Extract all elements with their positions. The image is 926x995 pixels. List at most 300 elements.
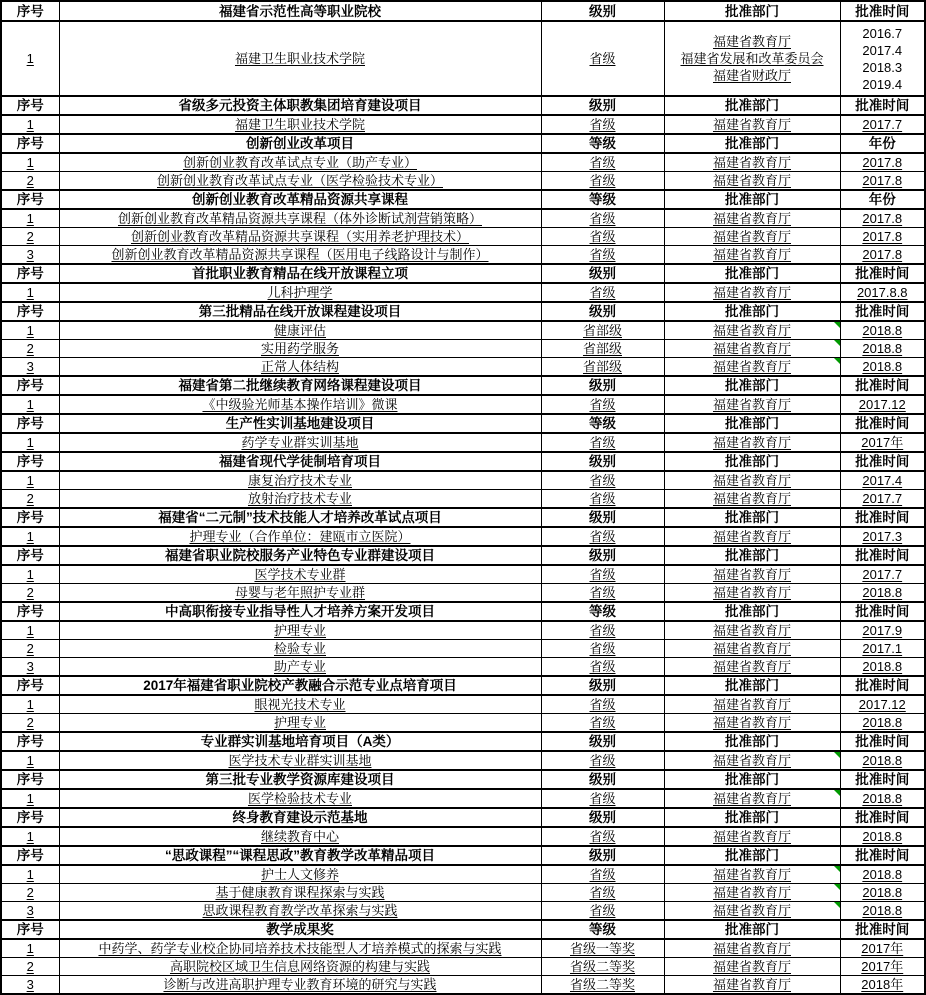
- section-header-row: [1, 452, 925, 471]
- section-header-row: [1, 770, 925, 789]
- serial-text: 1: [26, 529, 34, 544]
- level-text: 省级: [589, 247, 616, 262]
- table-row: [1, 751, 925, 770]
- serial-text: 1: [26, 753, 34, 768]
- serial-cell: [1, 490, 59, 509]
- name-cell: [59, 321, 541, 340]
- serial-cell: [1, 827, 59, 846]
- dept-cell: [664, 246, 840, 265]
- level-header-cell: 级别: [541, 96, 664, 115]
- serial-header-cell: 序号: [1, 676, 59, 695]
- level-header-cell: 级别: [541, 846, 664, 865]
- serial-text: 1: [26, 117, 34, 132]
- serial-cell: [1, 153, 59, 172]
- serial-header-cell: 序号: [1, 302, 59, 321]
- name-cell: [59, 340, 541, 358]
- name-text: 实用药学服务: [260, 341, 339, 356]
- dept-cell: [664, 640, 840, 658]
- level-text: 省级二等奖: [569, 959, 635, 974]
- table-row: [1, 902, 925, 921]
- level-text: 省级: [589, 867, 616, 882]
- dept-cell: [664, 490, 840, 509]
- time-header-cell: 年份: [840, 190, 925, 209]
- level-text: 省级: [589, 697, 616, 712]
- serial-text: 2: [26, 641, 34, 656]
- time-cell: [840, 902, 925, 921]
- serial-header-cell: 序号: [1, 134, 59, 153]
- dept-text: 福建省教育厅: [712, 867, 791, 882]
- name-cell: [59, 21, 541, 96]
- serial-cell: [1, 884, 59, 902]
- time-text: 2017.4: [862, 473, 903, 488]
- serial-cell: [1, 527, 59, 546]
- level-cell: [541, 621, 664, 640]
- name-text: 《中级验光师基本操作培训》微课: [202, 397, 398, 412]
- dept-cell: [664, 21, 840, 96]
- section-header-row: [1, 96, 925, 115]
- level-cell: [541, 209, 664, 228]
- time-text: 2017.7: [862, 117, 903, 132]
- time-cell: [840, 884, 925, 902]
- dept-text: 福建省教育厅: [712, 34, 791, 49]
- time-cell: [840, 640, 925, 658]
- name-cell: [59, 865, 541, 884]
- name-text: 检验专业: [273, 641, 326, 656]
- dept-text: 福建省教育厅: [712, 977, 791, 992]
- serial-text: 3: [26, 659, 34, 674]
- level-text: 省级: [589, 567, 616, 582]
- dept-text: 福建省财政厅: [712, 68, 791, 83]
- name-text: 基于健康教育课程探索与实践: [215, 885, 385, 900]
- level-text: 省级: [589, 885, 616, 900]
- level-text: 省级: [589, 529, 616, 544]
- name-text: 创新创业教育改革精品资源共享课程（实用养老护理技术）: [130, 229, 469, 244]
- level-text: 省级: [589, 155, 616, 170]
- dept-cell: [664, 976, 840, 995]
- level-text: 省级: [589, 753, 616, 768]
- serial-text: 1: [26, 285, 34, 300]
- name-cell: [59, 902, 541, 921]
- dept-header-cell: 批准部门: [664, 770, 840, 789]
- table-row: [1, 321, 925, 340]
- section-header-row: [1, 808, 925, 827]
- serial-text: 1: [26, 791, 34, 806]
- serial-cell: [1, 640, 59, 658]
- section-header-row: [1, 920, 925, 939]
- level-text: 省级: [589, 623, 616, 638]
- dept-text: 福建省教育厅: [712, 959, 791, 974]
- name-cell: [59, 621, 541, 640]
- section-title-cell: 教学成果奖: [59, 920, 541, 939]
- serial-text: 3: [26, 977, 34, 992]
- section-header-row: [1, 732, 925, 751]
- serial-cell: [1, 695, 59, 714]
- table-row: [1, 153, 925, 172]
- serial-cell: [1, 789, 59, 808]
- name-cell: [59, 658, 541, 677]
- dept-text: 福建省教育厅: [712, 641, 791, 656]
- section-title-cell: “思政课程”“课程思政”教育教学改革精品项目: [59, 846, 541, 865]
- level-text: 省级: [589, 211, 616, 226]
- name-text: 创新创业教育改革试点专业（助产专业）: [182, 155, 417, 170]
- serial-header-cell: 序号: [1, 920, 59, 939]
- time-text: 2017年: [861, 959, 904, 974]
- level-cell: [541, 395, 664, 414]
- dept-text: 福建省教育厅: [712, 829, 791, 844]
- serial-cell: [1, 321, 59, 340]
- serial-text: 1: [26, 435, 34, 450]
- section-title-cell: 省级多元投资主体职教集团培育建设项目: [59, 96, 541, 115]
- name-text: 儿科护理学: [267, 285, 333, 300]
- dept-text: 福建省教育厅: [712, 285, 791, 300]
- level-text: 省级: [589, 173, 616, 188]
- name-text: 高职院校区域卫生信息网络资源的构建与实践: [169, 959, 430, 974]
- dept-header-cell: 批准部门: [664, 676, 840, 695]
- section-title-cell: 福建省第二批继续教育网络课程建设项目: [59, 376, 541, 395]
- section-header-row: [1, 602, 925, 621]
- section-header-row: [1, 546, 925, 565]
- green-flag-icon: [834, 322, 840, 328]
- level-header-cell: 级别: [541, 264, 664, 283]
- name-text: 健康评估: [273, 323, 326, 338]
- time-header-cell: 批准时间: [840, 302, 925, 321]
- name-cell: [59, 695, 541, 714]
- name-text: 创新创业教育改革精品资源共享课程（医用电子线路设计与制作）: [111, 247, 489, 262]
- time-header-cell: 批准时间: [840, 1, 925, 21]
- time-text: 2018.8: [862, 867, 903, 882]
- dept-text: 福建省教育厅: [712, 435, 791, 450]
- serial-cell: [1, 340, 59, 358]
- name-text: 思政课程教育教学改革探索与实践: [202, 903, 398, 918]
- name-cell: [59, 433, 541, 452]
- level-text: 省级: [589, 829, 616, 844]
- serial-cell: [1, 21, 59, 96]
- serial-text: 3: [26, 903, 34, 918]
- name-text: 护理专业（合作单位：建瓯市立医院）: [189, 529, 411, 544]
- level-cell: [541, 976, 664, 995]
- green-flag-icon: [834, 884, 840, 890]
- table-row: [1, 695, 925, 714]
- dept-header-cell: 批准部门: [664, 414, 840, 433]
- time-cell: [840, 527, 925, 546]
- dept-cell: [664, 153, 840, 172]
- dept-header-cell: 批准部门: [664, 920, 840, 939]
- serial-cell: [1, 584, 59, 603]
- level-text: 省级: [589, 491, 616, 506]
- section-header-row: [1, 508, 925, 527]
- serial-header-cell: 序号: [1, 602, 59, 621]
- table-row: [1, 283, 925, 302]
- level-cell: [541, 433, 664, 452]
- serial-cell: [1, 976, 59, 995]
- name-cell: [59, 172, 541, 191]
- level-text: 省级: [589, 473, 616, 488]
- time-text: 2017.8: [862, 155, 903, 170]
- serial-header-cell: 序号: [1, 452, 59, 471]
- level-cell: [541, 153, 664, 172]
- table-row: [1, 246, 925, 265]
- time-header-cell: 批准时间: [840, 376, 925, 395]
- dept-cell: [664, 321, 840, 340]
- time-header-cell: 批准时间: [840, 602, 925, 621]
- serial-cell: [1, 471, 59, 490]
- time-text: 2017.8: [862, 173, 903, 188]
- serial-header-cell: 序号: [1, 376, 59, 395]
- dept-text: 福建省教育厅: [712, 491, 791, 506]
- serial-cell: [1, 433, 59, 452]
- name-cell: [59, 640, 541, 658]
- level-cell: [541, 584, 664, 603]
- dept-cell: [664, 565, 840, 584]
- serial-text: 2: [26, 959, 34, 974]
- time-text: 2019.4: [862, 76, 903, 92]
- dept-cell: [664, 958, 840, 976]
- level-cell: [541, 340, 664, 358]
- dept-cell: [664, 884, 840, 902]
- time-cell: [840, 621, 925, 640]
- serial-cell: [1, 172, 59, 191]
- dept-cell: [664, 527, 840, 546]
- section-title-cell: 福建省现代学徒制培育项目: [59, 452, 541, 471]
- level-header-cell: 等级: [541, 190, 664, 209]
- section-title-cell: 福建省示范性高等职业院校: [59, 1, 541, 21]
- time-header-cell: 批准时间: [840, 546, 925, 565]
- name-cell: [59, 584, 541, 603]
- serial-text: 2: [26, 885, 34, 900]
- time-text: 2016.7: [862, 25, 903, 41]
- level-cell: [541, 321, 664, 340]
- name-text: 福建卫生职业技术学院: [234, 51, 365, 66]
- table-row: [1, 340, 925, 358]
- name-cell: [59, 228, 541, 246]
- section-title-cell: 2017年福建省职业院校产教融合示范专业点培育项目: [59, 676, 541, 695]
- dept-header-cell: 批准部门: [664, 1, 840, 21]
- name-cell: [59, 976, 541, 995]
- serial-cell: [1, 865, 59, 884]
- serial-text: 2: [26, 229, 34, 244]
- serial-header-cell: 序号: [1, 770, 59, 789]
- dept-text: 福建省教育厅: [712, 903, 791, 918]
- dept-text: 福建省教育厅: [712, 229, 791, 244]
- dept-text: 福建省教育厅: [712, 753, 791, 768]
- time-text: 2017.12: [858, 397, 906, 412]
- level-header-cell: 级别: [541, 376, 664, 395]
- time-cell: [840, 358, 925, 377]
- dept-cell: [664, 433, 840, 452]
- name-cell: [59, 490, 541, 509]
- serial-cell: [1, 395, 59, 414]
- level-cell: [541, 115, 664, 134]
- dept-cell: [664, 658, 840, 677]
- serial-text: 1: [26, 397, 34, 412]
- serial-cell: [1, 714, 59, 733]
- green-flag-icon: [834, 902, 840, 908]
- level-cell: [541, 865, 664, 884]
- section-title-cell: 创新创业改革项目: [59, 134, 541, 153]
- section-title-cell: 专业群实训基地培育项目（A类）: [59, 732, 541, 751]
- serial-text: 1: [26, 323, 34, 338]
- name-text: 医学技术专业群实训基地: [228, 753, 372, 768]
- name-text: 护理专业: [273, 623, 326, 638]
- section-header-row: [1, 414, 925, 433]
- level-text: 省部级: [582, 323, 622, 338]
- name-text: 创新创业教育改革试点专业（医学检验技术专业）: [156, 173, 443, 188]
- name-cell: [59, 395, 541, 414]
- section-title-cell: 终身教育建设示范基地: [59, 808, 541, 827]
- dept-cell: [664, 115, 840, 134]
- dept-text: 福建省教育厅: [712, 623, 791, 638]
- name-text: 母婴与老年照护专业群: [234, 585, 365, 600]
- name-cell: [59, 209, 541, 228]
- dept-header-cell: 批准部门: [664, 602, 840, 621]
- dept-text: 福建省教育厅: [712, 529, 791, 544]
- serial-cell: [1, 958, 59, 976]
- dept-header-cell: 批准部门: [664, 302, 840, 321]
- level-text: 省级: [589, 397, 616, 412]
- section-header-row: [1, 376, 925, 395]
- level-text: 省级: [589, 435, 616, 450]
- serial-header-cell: 序号: [1, 808, 59, 827]
- table-row: [1, 714, 925, 733]
- time-cell: [840, 865, 925, 884]
- serial-text: 1: [26, 473, 34, 488]
- table-row: [1, 433, 925, 452]
- time-cell: [840, 340, 925, 358]
- name-cell: [59, 527, 541, 546]
- time-text: 2018.8: [862, 585, 903, 600]
- serial-cell: [1, 228, 59, 246]
- green-flag-icon: [834, 866, 840, 872]
- time-cell: [840, 115, 925, 134]
- time-cell: [840, 827, 925, 846]
- level-cell: [541, 228, 664, 246]
- level-text: 省级: [589, 641, 616, 656]
- level-text: 省级二等奖: [569, 977, 635, 992]
- serial-cell: [1, 658, 59, 677]
- time-header-cell: 年份: [840, 134, 925, 153]
- section-header-row: [1, 302, 925, 321]
- level-header-cell: 级别: [541, 732, 664, 751]
- table-row: [1, 640, 925, 658]
- serial-header-cell: 序号: [1, 1, 59, 21]
- dept-cell: [664, 340, 840, 358]
- serial-text: 1: [26, 829, 34, 844]
- time-cell: [840, 714, 925, 733]
- dept-cell: [664, 939, 840, 958]
- name-cell: [59, 471, 541, 490]
- serial-header-cell: 序号: [1, 846, 59, 865]
- time-cell: [840, 490, 925, 509]
- serial-text: 3: [26, 247, 34, 262]
- dept-text: 福建省教育厅: [712, 585, 791, 600]
- dept-header-cell: 批准部门: [664, 134, 840, 153]
- name-cell: [59, 958, 541, 976]
- level-header-cell: 级别: [541, 302, 664, 321]
- level-text: 省级: [589, 585, 616, 600]
- dept-header-cell: 批准部门: [664, 376, 840, 395]
- dept-cell: [664, 209, 840, 228]
- time-text: 2018年: [861, 977, 904, 992]
- name-text: 继续教育中心: [260, 829, 339, 844]
- serial-header-cell: 序号: [1, 190, 59, 209]
- dept-text: 福建省教育厅: [712, 885, 791, 900]
- dept-text: 福建省发展和改革委员会: [680, 51, 824, 66]
- level-text: 省级: [589, 903, 616, 918]
- serial-text: 2: [26, 491, 34, 506]
- serial-cell: [1, 246, 59, 265]
- level-cell: [541, 939, 664, 958]
- dept-text: 福建省教育厅: [712, 341, 791, 356]
- level-header-cell: 级别: [541, 676, 664, 695]
- time-text: 2018.8: [862, 903, 903, 918]
- time-text: 2018.8: [862, 791, 903, 806]
- name-cell: [59, 565, 541, 584]
- level-cell: [541, 827, 664, 846]
- name-cell: [59, 751, 541, 770]
- level-cell: [541, 658, 664, 677]
- table-row: [1, 565, 925, 584]
- level-cell: [541, 358, 664, 377]
- section-header-row: [1, 676, 925, 695]
- name-cell: [59, 153, 541, 172]
- name-cell: [59, 246, 541, 265]
- time-cell: [840, 976, 925, 995]
- dept-cell: [664, 621, 840, 640]
- dept-cell: [664, 283, 840, 302]
- serial-cell: [1, 939, 59, 958]
- table-row: [1, 976, 925, 995]
- dept-cell: [664, 395, 840, 414]
- serial-header-cell: 序号: [1, 264, 59, 283]
- serial-cell: [1, 283, 59, 302]
- time-text: 2018.8: [862, 885, 903, 900]
- time-cell: [840, 584, 925, 603]
- section-title-cell: 第三批专业教学资源库建设项目: [59, 770, 541, 789]
- level-text: 省级: [589, 659, 616, 674]
- time-text: 2018.8: [862, 359, 903, 374]
- dept-cell: [664, 228, 840, 246]
- time-cell: [840, 21, 925, 96]
- time-cell: [840, 246, 925, 265]
- level-text: 省部级: [582, 359, 622, 374]
- level-cell: [541, 640, 664, 658]
- time-header-cell: 批准时间: [840, 920, 925, 939]
- time-text: 2017.3: [862, 529, 903, 544]
- table-row: [1, 658, 925, 677]
- time-header-cell: 批准时间: [840, 846, 925, 865]
- serial-text: 1: [26, 867, 34, 882]
- time-text: 2018.8: [862, 753, 903, 768]
- dept-text: 福建省教育厅: [712, 117, 791, 132]
- name-text: 眼视光技术专业: [254, 697, 346, 712]
- name-cell: [59, 115, 541, 134]
- dept-cell: [664, 902, 840, 921]
- time-text: 2018.8: [862, 341, 903, 356]
- level-cell: [541, 172, 664, 191]
- level-text: 省级一等奖: [569, 941, 635, 956]
- level-text: 省级: [589, 51, 616, 66]
- serial-cell: [1, 902, 59, 921]
- serial-header-cell: 序号: [1, 732, 59, 751]
- time-text: 2017.7: [862, 567, 903, 582]
- serial-text: 1: [26, 155, 34, 170]
- dept-text: 福建省教育厅: [712, 567, 791, 582]
- name-cell: [59, 884, 541, 902]
- time-text: 2017年: [861, 435, 904, 450]
- serial-cell: [1, 115, 59, 134]
- name-text: 护理专业: [273, 715, 326, 730]
- section-title-cell: 福建省职业院校服务产业特色专业群建设项目: [59, 546, 541, 565]
